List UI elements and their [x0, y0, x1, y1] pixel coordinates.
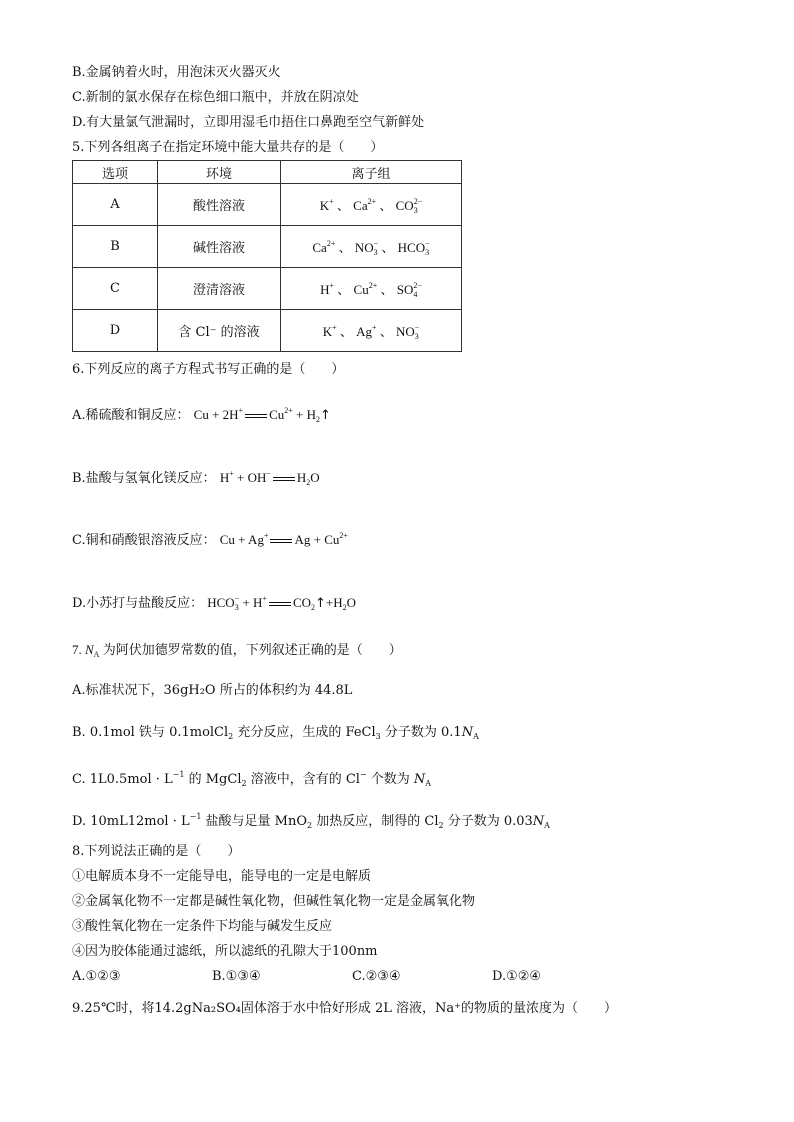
q5-stem: 5.下列各组离子在指定环境中能大量共存的是（ ） — [72, 140, 384, 155]
table-header-environment: 环境 — [158, 161, 281, 184]
q6-option-a — [72, 402, 331, 429]
table-header-ion-group: 离子组 — [281, 161, 462, 184]
q6-option-c-label: C.铜和硝酸银溶液反应： — [72, 533, 216, 548]
q7-option-c: C. $1L0.5mol \cdot L^{-1}$ 的 MgCl$_2$ 溶液中，含有的 Cl− 个数为 $N_A$ — [72, 770, 432, 788]
q6-option-c — [72, 527, 348, 550]
q5-ion-table — [72, 160, 462, 352]
q4-option-d: D.有大量氯气泄漏时，立即用湿毛巾捂住口鼻跑至空气新鲜处 — [72, 115, 425, 130]
table-header-option: 选项 — [73, 161, 158, 184]
q4-option-b: B.金属钠着火时，用泡沫灭火器灭火 — [72, 65, 281, 80]
q7-stem-prefix: 7. $N_A$ — [72, 642, 100, 659]
q7-option-d: D. $10mL12mol \cdot L^{-1}$ 盐酸与足量 MnO$_2$ 加热反应，制得的 $Cl_2$ 分子数为 $0.03N_A$ — [72, 812, 550, 830]
row-c-ions: H+ 、 $Cu^{2+}$ 、 $SO_4^{2-}$ — [281, 268, 462, 310]
q7-option-a: A.标准状况下，36gH₂O 所占的体积约为 44.8L — [72, 683, 353, 698]
row-d-env: 含 Cl⁻ 的溶液 — [158, 310, 281, 352]
row-a-env: 酸性溶液 — [158, 184, 281, 226]
q8-stem: 8.下列说法正确的是（ ） — [72, 844, 241, 859]
q8-statement-3: ③酸性氧化物在一定条件下均能与碱发生反应 — [72, 919, 333, 934]
q8-option-b: B.①③④ — [212, 969, 261, 984]
row-b-env: 碱性溶液 — [158, 226, 281, 268]
row-a-option: A — [73, 184, 158, 226]
row-d-option: D — [73, 310, 158, 352]
row-d-ions: K+ 、 Ag+ 、 $NO_3^-$ — [281, 310, 462, 352]
row-c-env: 澄清溶液 — [158, 268, 281, 310]
q7-option-b: B. 0.1mol 铁与 0.1molCl$_2$ 充分反应，生成的 FeCl$_3$ 分子数为 $0.1N_A$ — [72, 725, 479, 741]
q8-statement-2: ②金属氧化物不一定都是碱性氧化物，但碱性氧化物一定是金属氧化物 — [72, 894, 476, 909]
row-c-option: C — [73, 268, 158, 310]
q8-option-c: C.②③④ — [352, 969, 401, 984]
q6-option-d-equation: $HCO_3^- + H^+$ $CO_2↑+H_2O$ — [207, 594, 357, 612]
table-row — [73, 226, 462, 268]
row-b-option: B — [73, 226, 158, 268]
q7-stem-text: 为阿伏加德罗常数的值，下列叙述正确的是（ ） — [102, 643, 402, 658]
q8-option-d: D.①②④ — [492, 969, 542, 984]
q7-stem — [72, 641, 402, 664]
table-row — [73, 268, 462, 310]
q6-option-d-label: D.小苏打与盐酸反应： — [72, 596, 204, 611]
q6-option-c-equation: Cu + Ag+ $Ag + Cu^{2+}$ — [219, 531, 348, 547]
q6-stem: 6.下列反应的离子方程式书写正确的是（ ） — [72, 362, 345, 377]
q8-statement-4: ④因为胶体能通过滤纸，所以滤纸的孔隙大于100nm — [72, 944, 378, 959]
q8-option-a: A.①②③ — [72, 969, 121, 984]
table-row — [73, 310, 462, 352]
q9-stem: 9.25℃时，将14.2gNa₂SO₄固体溶于水中恰好形成 2L 溶液，Na⁺的物质的量浓度为（ ） — [72, 1001, 618, 1016]
table-row — [73, 184, 462, 226]
q6-option-b-equation: H+ + OH− $H_2O$ — [219, 469, 320, 487]
q6-option-d — [72, 590, 356, 617]
q6-option-a-equation: Cu + 2H+ $Cu^{2+}$ + $H_2↑$ — [193, 406, 331, 424]
q6-option-b-label: B.盐酸与氢氧化镁反应： — [72, 471, 216, 486]
q6-option-b — [72, 465, 320, 492]
row-b-ions: $Ca^{2+}$ 、 $NO_3^-$ 、 $HCO_3^-$ — [281, 226, 462, 268]
q4-option-c: C.新制的氯水保存在棕色细口瓶中，并放在阴凉处 — [72, 90, 359, 105]
q6-option-a-label: A.稀硫酸和铜反应： — [72, 408, 190, 423]
row-a-ions: K+ 、 $Ca^{2+}$ 、 $CO_3^{2-}$ — [281, 184, 462, 226]
q8-statement-1: ①电解质本身不一定能导电，能导电的一定是电解质 — [72, 869, 372, 884]
